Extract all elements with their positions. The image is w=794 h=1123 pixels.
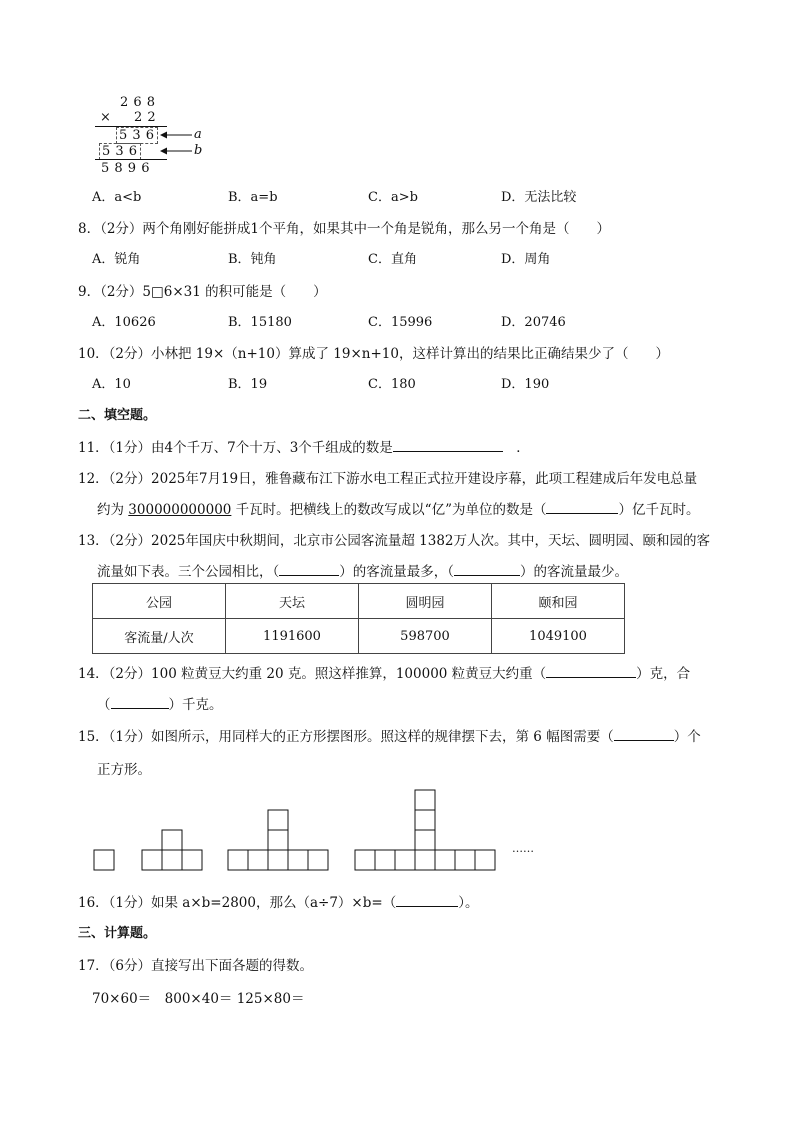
q14-line1 (78, 662, 690, 682)
q17-problems: 70×60＝ 800×40＝ 125×80＝ (92, 991, 305, 1007)
q8-stem: 8．（2分）两个角刚好能拼成1个平角，如果其中一个角是锐角，那么另一个角是（ ） (78, 221, 611, 237)
q13-line2 (97, 560, 628, 580)
table-header-cell: 天坛 (226, 584, 359, 619)
q13-l2c: ）的客流量最少。 (520, 564, 628, 580)
q12-post: ）亿千瓦时。 (618, 502, 700, 518)
fig4-square (435, 850, 455, 870)
fig2-square (162, 850, 182, 870)
q8-option-d: D．周角 (501, 252, 551, 267)
arrow-icon-a (160, 130, 194, 140)
q16 (78, 891, 478, 911)
table-header-cell: 公园 (93, 584, 226, 619)
fig3-square (288, 850, 308, 870)
q12-mid: 千瓦时。把横线上的数改写成以“亿”为单位的数是（ (231, 502, 547, 518)
q15-line1 (78, 725, 701, 745)
q9-option-b: B．15180 (228, 315, 292, 330)
fig2-square (142, 850, 162, 870)
fig4-square (355, 850, 375, 870)
q10-option-b: B．19 (228, 377, 268, 392)
pattern-ellipsis: …… (512, 842, 534, 855)
q10-option-a: A．10 (92, 377, 131, 392)
q12-answer-blank[interactable] (546, 501, 618, 514)
q11-text: 11．（1分）由4个千万、7个十万、3个千组成的数是 (78, 440, 393, 456)
q16-answer-blank[interactable] (396, 894, 458, 907)
q12-line2 (97, 498, 699, 518)
label-a: a (194, 127, 202, 142)
fig4-square (415, 850, 435, 870)
q13-line1: 13．（2分）2025年国庆中秋期间，北京市公园客流量超 1382万人次。其中，天坛、圆明园、颐和园的客 (78, 533, 711, 549)
fig4-square (415, 810, 435, 830)
fig1-square (94, 850, 114, 870)
arrow-icon-b (160, 146, 194, 156)
q15-answer-blank[interactable] (614, 728, 674, 741)
q7-option-b: B．a=b (228, 190, 278, 205)
table-cell: 1049100 (492, 619, 625, 654)
q9-option-d: D．20746 (501, 315, 566, 330)
mult-partial-b: 5 3 6 (99, 143, 141, 160)
q9-option-a: A．10626 (92, 315, 156, 330)
q17-stem: 17．（6分）直接写出下面各题的得数。 (78, 958, 314, 974)
fig4-square (455, 850, 475, 870)
table-cell: 客流量/人次 (93, 619, 226, 654)
q13-most-blank[interactable] (279, 563, 339, 576)
q16-post: ）。 (458, 895, 479, 911)
q12-underlined-number: 300000000000 (128, 502, 232, 518)
mult-row1: 2 6 8 (120, 95, 156, 110)
fig4-square (475, 850, 495, 870)
fig3-square (228, 850, 248, 870)
fig3-square (268, 830, 288, 850)
fig4-square (395, 850, 415, 870)
fig3-square (308, 850, 328, 870)
q10-stem: 10．（2分）小林把 19×（n+10）算成了 19×n+10，这样计算出的结果比正确结果少了（ ） (78, 346, 669, 362)
square-pattern-figure (90, 786, 530, 876)
fig4-square (375, 850, 395, 870)
q7-option-c: C．a>b (368, 190, 418, 205)
fig4-square (415, 790, 435, 810)
fig4-square (415, 830, 435, 850)
mult-result: 5 8 9 6 (101, 161, 150, 176)
mult-line2 (95, 159, 167, 160)
q11 (78, 436, 530, 456)
q13-least-blank[interactable] (454, 563, 520, 576)
q12-line1: 12．（2分）2025年7月19日，雅鲁藏布江下游水电工程正式拉开建设序幕，此项工程建成后年发电总量 (78, 471, 698, 487)
q11-end: ． (516, 440, 530, 456)
park-visitors-table (92, 583, 625, 654)
q15-line2: 正方形。 (97, 762, 151, 778)
q9-stem: 9．（2分）5□6×31 的积可能是（ ） (78, 284, 327, 300)
q7-option-d: D．无法比较 (501, 190, 577, 205)
section-fill-in-title: 二、填空题。 (78, 408, 157, 423)
q13-l2a: 流量如下表。三个公园相比，（ (97, 564, 280, 580)
q12-pre: 约为 (97, 502, 129, 518)
mult-sign: × (100, 110, 112, 125)
q7-option-a: A．a<b (92, 190, 142, 205)
fig2-square (182, 850, 202, 870)
table-header-cell: 圆明园 (359, 584, 492, 619)
q8-option-b: B．钝角 (228, 252, 277, 267)
q14-grams-blank[interactable] (546, 665, 636, 678)
q14-l2a: （ (97, 697, 111, 713)
mult-row2: 2 2 (134, 110, 157, 125)
q14-l1a: 14．（2分）100 粒黄豆大约重 20 克。照这样推算，100000 粒黄豆大约重（ (78, 666, 547, 682)
table-row (93, 619, 625, 654)
q9-option-c: C．15996 (368, 315, 433, 330)
table-header-cell: 颐和园 (492, 584, 625, 619)
table-header-row (93, 584, 625, 619)
q14-kg-blank[interactable] (111, 696, 169, 709)
q8-option-c: C．直角 (368, 252, 417, 267)
fig3-square (268, 810, 288, 830)
q13-l2b: ）的客流量最多，（ (339, 564, 454, 580)
q15-l1b: ）个 (673, 729, 701, 745)
q15-l1a: 15．（1分）如图所示，用同样大的正方形摆图形。照这样的规律摆下去，第 6 幅图需要（ (78, 729, 614, 745)
table-cell: 598700 (359, 619, 492, 654)
q10-option-d: D．190 (501, 377, 550, 392)
fig3-square (248, 850, 268, 870)
q10-option-c: C．180 (368, 377, 416, 392)
q14-line2 (97, 693, 223, 713)
q11-answer-blank[interactable] (393, 439, 503, 452)
label-b: b (194, 143, 203, 158)
section-calculation-title: 三、计算题。 (78, 926, 157, 941)
mult-partial-a: 5 3 6 (116, 127, 158, 144)
q14-l2b: ）千克。 (168, 697, 223, 713)
fig2-square (162, 830, 182, 850)
q16-pre: 16．（1分）如果 a×b=2800，那么（a÷7）×b=（ (78, 895, 397, 911)
fig3-square (268, 850, 288, 870)
table-cell: 1191600 (226, 619, 359, 654)
q8-option-a: A．锐角 (92, 252, 141, 267)
q14-l1b: ）克，合 (636, 666, 691, 682)
